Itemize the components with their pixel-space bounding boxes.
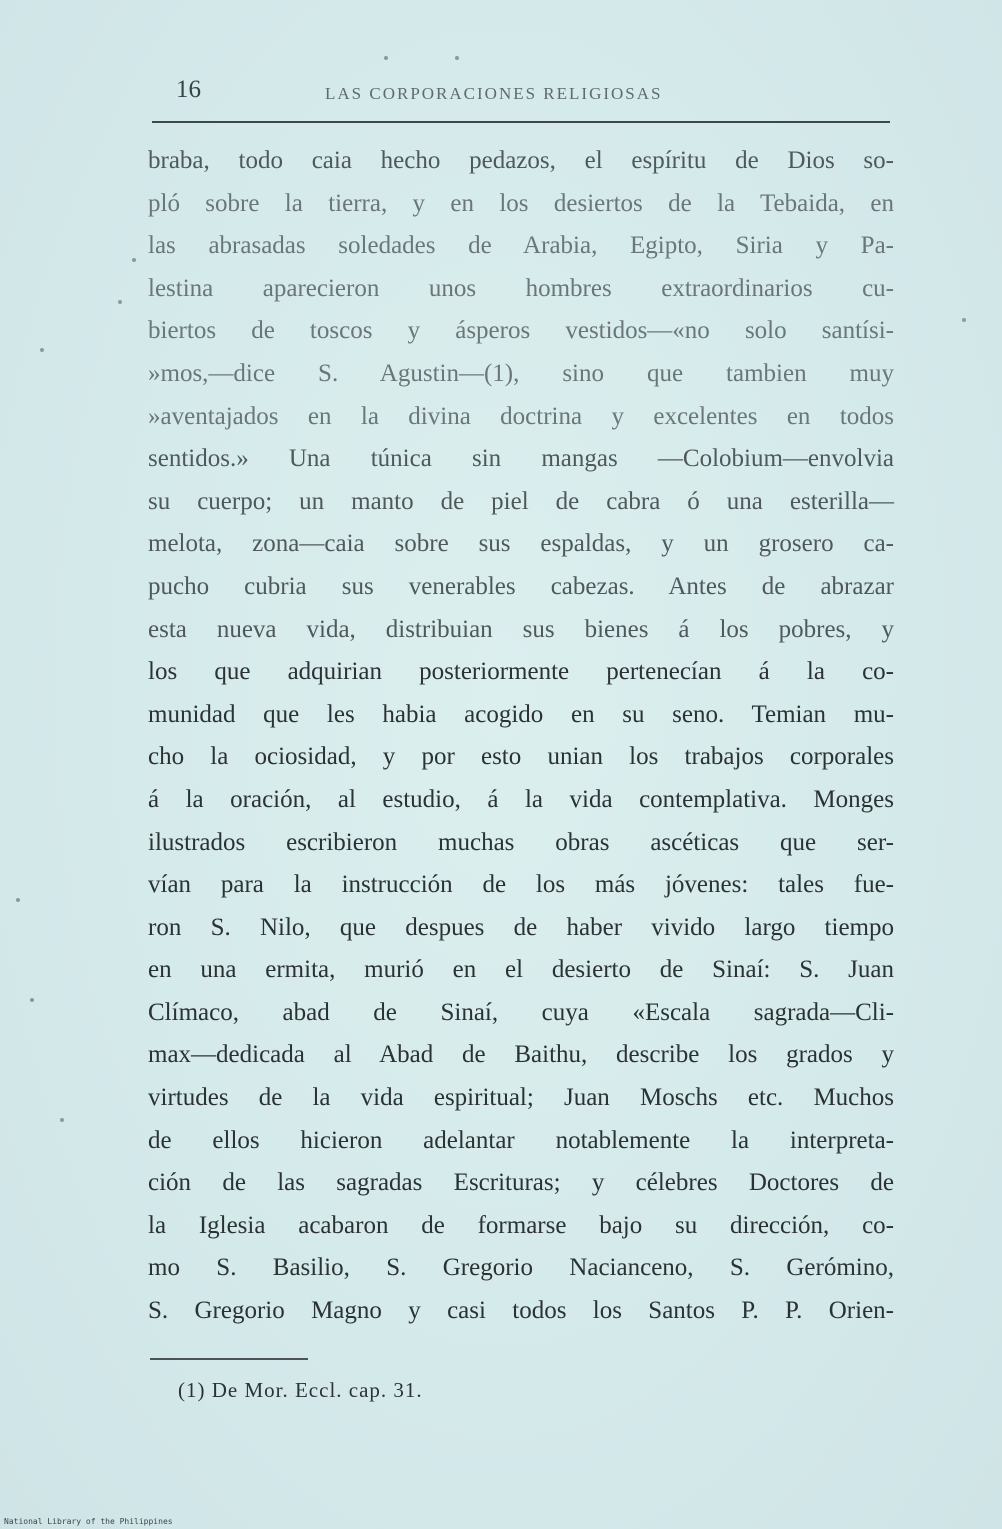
scan-speck bbox=[132, 258, 136, 262]
text-line: S. Gregorio Magno y casi todos los Santos P. P. Orien- bbox=[148, 1297, 894, 1325]
page-header bbox=[150, 72, 890, 112]
text-line: munidad que les habia acogido en su seno. Temian mu- bbox=[148, 700, 894, 728]
text-line: vían para la instrucción de los más jóvenes: tales fue- bbox=[148, 871, 894, 899]
scan-speck bbox=[40, 348, 44, 352]
body-text bbox=[148, 140, 894, 1333]
text-line: las abrasadas soledades de Arabia, Egipto, Siria y Pa- bbox=[148, 232, 894, 260]
text-line: max—dedicada al Abad de Baithu, describe los grados y bbox=[148, 1041, 894, 1069]
text-line: pló sobre la tierra, y en los desiertos de la Tebaida, en bbox=[148, 189, 894, 217]
text-line: Clímaco, abad de Sinaí, cuya «Escala sagrada—Cli- bbox=[148, 998, 894, 1026]
footnote-rule bbox=[150, 1358, 308, 1360]
library-label: National Library of the Philippines bbox=[4, 1517, 173, 1526]
scan-speck bbox=[962, 318, 966, 322]
text-line: la Iglesia acabaron de formarse bajo su dirección, co- bbox=[148, 1211, 894, 1239]
text-line: biertos de toscos y ásperos vestidos—«no solo santísi- bbox=[148, 317, 894, 345]
scan-speck bbox=[16, 898, 20, 902]
header-rule bbox=[152, 121, 890, 123]
text-line: braba, todo caia hecho pedazos, el espíritu de Dios so- bbox=[148, 147, 894, 174]
text-line: lestina aparecieron unos hombres extraordinarios cu- bbox=[148, 274, 894, 302]
scan-speck bbox=[60, 1118, 64, 1122]
text-line: melota, zona—caia sobre sus espaldas, y un grosero ca- bbox=[148, 530, 894, 558]
scan-speck bbox=[118, 300, 122, 304]
text-line: en una ermita, murió en el desierto de Sinaí: S. Juan bbox=[148, 956, 894, 984]
text-line: ción de las sagradas Escrituras; y célebres Doctores de bbox=[148, 1169, 894, 1197]
scan-speck bbox=[384, 56, 388, 60]
footnote: (1) De Mor. Eccl. cap. 31. bbox=[178, 1378, 423, 1402]
text-line: »aventajados en la divina doctrina y excelentes en todos bbox=[148, 402, 894, 430]
scan-speck bbox=[30, 998, 34, 1002]
text-line: ilustrados escribieron muchas obras ascéticas que ser- bbox=[148, 828, 894, 856]
text-line: sentidos.» Una túnica sin mangas —Colobium—envolvia bbox=[148, 445, 894, 473]
text-line: de ellos hicieron adelantar notablemente la interpreta- bbox=[148, 1126, 894, 1154]
text-line: cho la ociosidad, y por esto unian los trabajos corporales bbox=[148, 743, 894, 771]
text-line: mo S. Basilio, S. Gregorio Nacianceno, S. Gerómino, bbox=[148, 1254, 894, 1282]
text-line: su cuerpo; un manto de piel de cabra ó una esterilla— bbox=[148, 487, 894, 515]
running-title: LAS CORPORACIONES RELIGIOSAS bbox=[325, 84, 663, 103]
text-line: á la oración, al estudio, á la vida contemplativa. Monges bbox=[148, 785, 894, 813]
text-line: »mos,—dice S. Agustin—(1), sino que tambien muy bbox=[148, 359, 894, 387]
text-line: pucho cubria sus venerables cabezas. Antes de abrazar bbox=[148, 572, 894, 600]
text-line: ron S. Nilo, que despues de haber vivido largo tiempo bbox=[148, 913, 894, 941]
scan-speck bbox=[455, 56, 459, 60]
text-line: esta nueva vida, distribuian sus bienes á los pobres, y bbox=[148, 615, 894, 643]
text-line: virtudes de la vida espiritual; Juan Moschs etc. Muchos bbox=[148, 1084, 894, 1112]
text-line: los que adquirian posteriormente pertenecían á la co- bbox=[148, 658, 894, 686]
page-number: 16 bbox=[176, 76, 201, 103]
